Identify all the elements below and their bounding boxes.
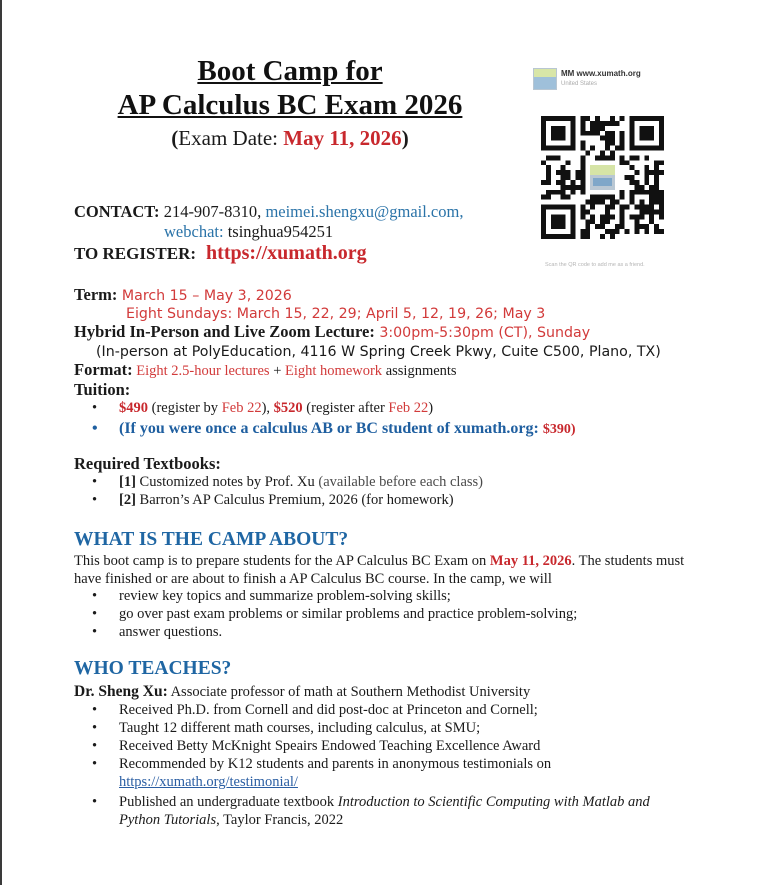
textbook-note: (available before each class) [314,474,484,490]
format-lectures: Eight 2.5-hour lectures [132,363,270,379]
contact-block [74,202,463,242]
register-label: TO REGISTER: [74,244,197,263]
qr-code[interactable] [541,116,664,239]
book-pre: Published an undergraduate textbook [119,794,338,810]
textbook-item [92,473,483,491]
format-label: Format: [74,360,133,379]
about-intro: This boot camp is to prepare students for the AP Calculus BC Exam on [74,553,490,569]
tuition-text: (register by [148,400,222,416]
list-item: • Taught 12 different math courses, including calculus, at SMU; [92,719,692,737]
lecture-block [74,322,661,362]
tuition-item [92,398,576,418]
about-exam-date: May 11, 2026 [489,553,572,569]
title-line-1: Boot Camp for [197,55,383,87]
textbooks-heading: Required Textbooks: [74,454,221,473]
format-homework: Eight homework [285,363,383,379]
about-heading: WHAT IS THE CAMP ABOUT? [74,529,349,550]
term-block [74,286,545,323]
contact-line [74,202,463,222]
tuition-price-early: $490 [119,400,148,416]
list-item [92,793,692,829]
textbook-title: Barron’s AP Calculus Premium, 2026 (for homework) [135,492,454,508]
format-plus: + [269,363,285,379]
tuition-returning-price: $390) [542,422,576,437]
contact-label: CONTACT: [74,202,160,221]
title-block [70,54,510,153]
exam-date-label: Exam Date: [178,126,284,150]
list-item: • Received Ph.D. from Cornell and did post-doc at Princeton and Cornell; [92,701,692,719]
lecture-location: (In-person at PolyEducation, 4116 W Spring Creek Pkwy, Cuite C500, Plano, TX) [96,344,661,360]
profile-logo-icon [533,68,557,90]
tuition-list [92,398,576,441]
teacher-heading: WHO TEACHES? [74,658,232,679]
tuition-returning-text: (If you were once a calculus AB or BC student of xumath.org: [119,420,543,437]
teacher-title: Associate professor of math at Southern Methodist University [167,684,531,700]
testimonial-link[interactable]: https://xumath.org/testimonial/ [119,774,298,790]
testimonial-text: Recommended by K12 students and parents in anonymous testimonials on [119,756,552,772]
format-tail: assignments [382,363,457,379]
contact-email[interactable]: meimei.shengxu@gmail.com [265,202,460,221]
tuition-label: Tuition: [74,380,131,399]
webchat-id: tsinghua954251 [223,222,334,241]
textbook-title: Customized notes by Prof. Xu [135,474,315,490]
qr-profile-name: MM www.xumath.org [561,69,641,78]
exam-paren-close: ) [401,126,409,150]
term-dates: March 15 – May 3, 2026 [117,288,292,304]
tuition-price-late: $520 [273,400,303,416]
register-line [74,242,367,265]
qr-profile-country: United States [561,81,598,87]
teacher-name: Dr. Sheng Xu: [74,683,168,700]
list-item: • Received Betty McKnight Speairs Endowed Teaching Excellence Award [92,737,692,755]
list-item [92,755,692,791]
textbook-ref: [2] [119,492,136,508]
teacher-credentials-list [92,701,692,829]
about-list [92,587,577,641]
teacher-line [74,683,530,701]
term-sundays: Eight Sundays: March 15, 22, 29; April 5, 12, 19, 26; May 3 [126,306,546,322]
tuition-text: ), [261,400,274,416]
tuition-deadline: Feb 22 [388,400,429,416]
contact-email-comma: , [459,202,464,221]
format-line [74,360,457,380]
qr-caption: Scan the QR code to add me as a friend. [545,262,645,268]
exam-date-value: May 11, 2026 [283,126,402,150]
list-item: • go over past exam problems or similar problems and practice problem-solving; [92,605,577,623]
book-post: , Taylor Francis, 2022 [216,812,344,828]
lecture-label: Hybrid In-Person and Live Zoom Lecture: [74,322,375,341]
about-paragraph [74,552,694,588]
webchat-line [74,222,463,242]
list-item: • review key topics and summarize problem-solving skills; [92,587,577,605]
exam-date-line [70,123,510,153]
register-link[interactable]: https://xumath.org [206,242,367,264]
textbooks-list [92,473,483,509]
page-left-edge [0,0,2,885]
exam-paren-open: ( [171,126,179,150]
title-line-2: AP Calculus BC Exam 2026 [117,89,463,121]
lecture-time: 3:00pm-5:30pm (CT), Sunday [374,325,591,341]
contact-phone[interactable]: 214-907-8310, [159,202,266,221]
list-item: • answer questions. [92,623,577,641]
about-rest: . The students must have finished or are about to finish a AP Calculus BC course. In the camp, we will [74,553,685,587]
textbook-ref: [1] [119,474,136,490]
textbook-item [92,491,483,509]
term-label: Term: [74,285,118,304]
tuition-deadline: Feb 22 [221,400,262,416]
qr-profile-header [533,68,673,94]
book-title: Introduction to Scientific Computing with Matlab and Python Tutorials [119,794,650,828]
tuition-text: (register after [302,400,389,416]
tuition-returning-item [92,418,576,441]
webchat-label: webchat: [164,222,224,241]
tuition-text: ) [428,400,434,416]
